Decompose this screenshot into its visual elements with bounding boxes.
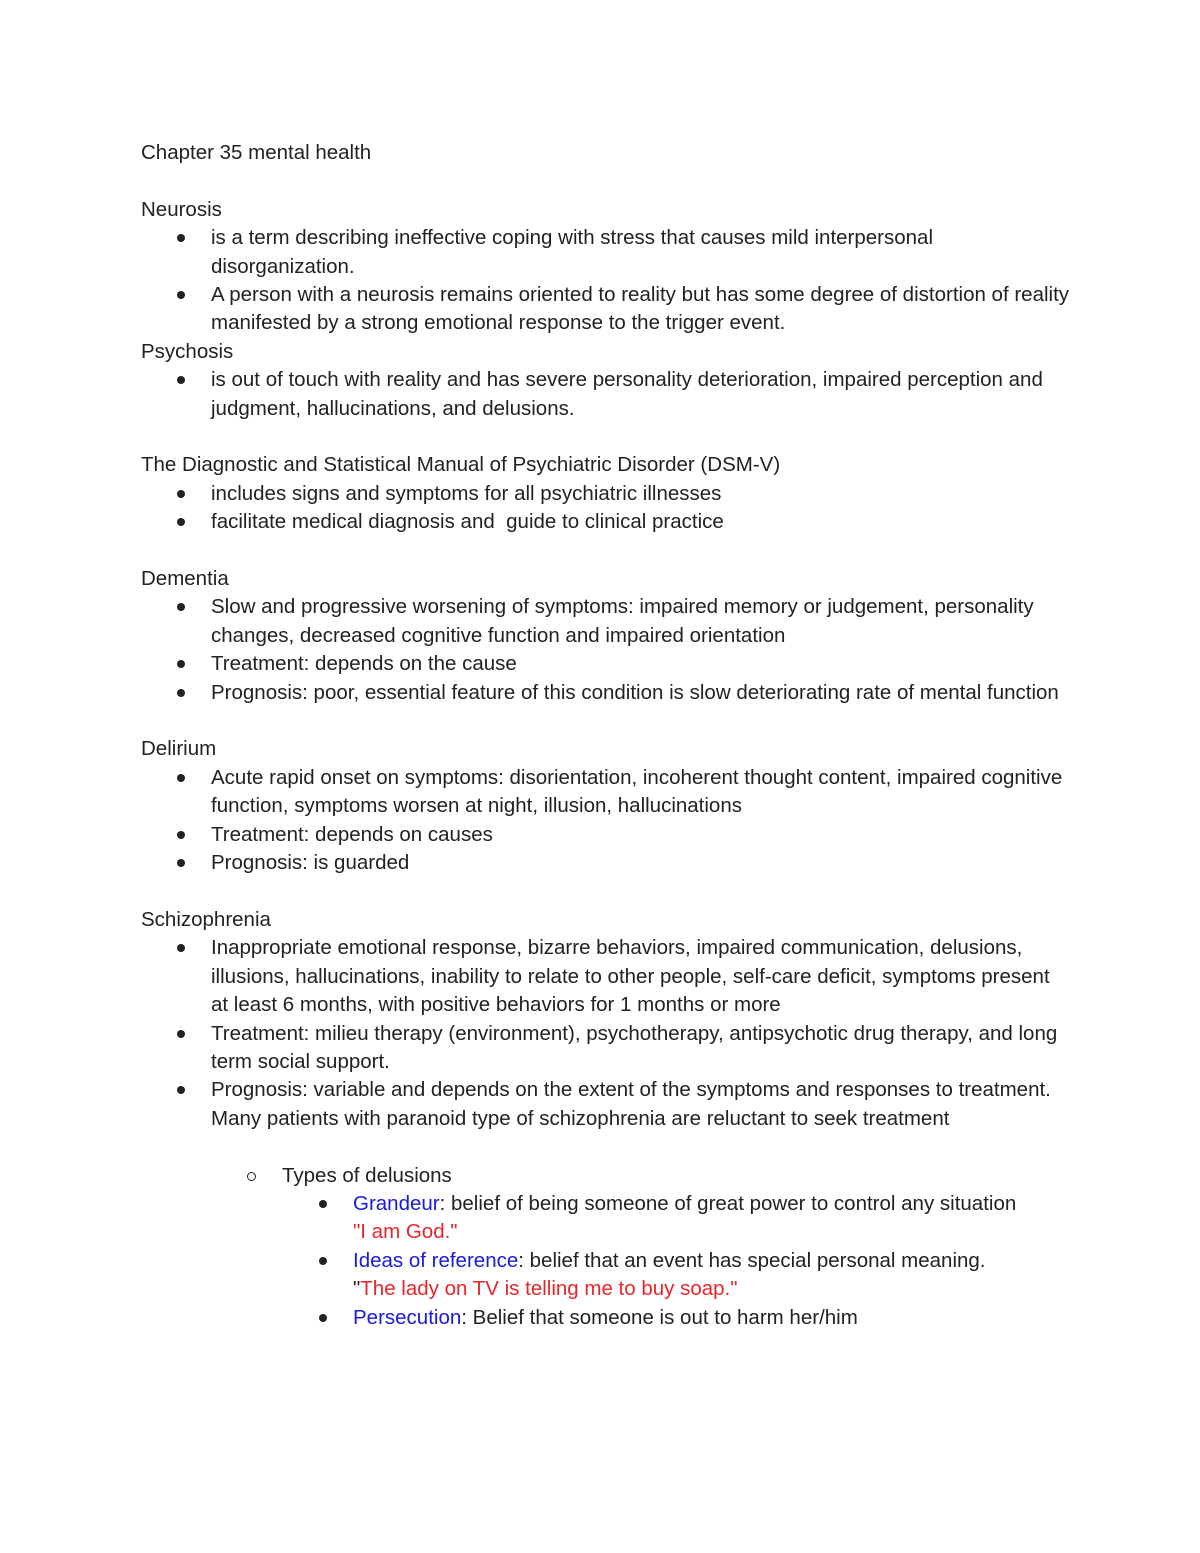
list-item-text: Treatment: milieu therapy (environment), psychotherapy, antipsychotic drug therapy, and long term social support. (211, 1021, 1058, 1073)
list-item (211, 849, 1071, 877)
delusion-quote: The lady on TV is telling me to buy soap." (360, 1277, 738, 1301)
spacer (141, 878, 1071, 906)
hollow-bullet-icon (247, 1172, 256, 1181)
bullet-icon (319, 1200, 327, 1208)
list-item-text: Treatment: depends on causes (211, 822, 493, 846)
bullet-icon (177, 1030, 185, 1038)
bullet-icon (177, 689, 185, 697)
list-item (211, 224, 1071, 281)
bullet-icon (177, 859, 185, 867)
list-item-text: Slow and progressive worsening of symptoms: impaired memory or judgement, personality changes, decreased cognitive function and impaired orientation (211, 595, 1034, 647)
bullet-icon (177, 1086, 185, 1094)
delusion-term: Grandeur (353, 1191, 440, 1215)
delusion-quote: "I am God." (353, 1220, 458, 1244)
quote-prefix: " (353, 1277, 361, 1301)
bullet-icon (177, 376, 185, 384)
list-item (211, 366, 1071, 423)
document-title: Chapter 35 mental health (141, 141, 372, 164)
delusion-definition: : belief of being someone of great power to control any situation (439, 1191, 1017, 1215)
delirium-list (141, 764, 1071, 878)
delusion-types-list (282, 1190, 1071, 1332)
list-item-text: is a term describing ineffective coping with stress that causes mild interpersonal disorganization. (211, 226, 934, 278)
list-item (211, 764, 1071, 821)
bullet-icon (177, 518, 185, 526)
list-item-text: Prognosis: poor, essential feature of this condition is slow deteriorating rate of mental function (211, 680, 1059, 704)
bullet-icon (177, 831, 185, 839)
spacer (141, 167, 1071, 195)
list-item (211, 821, 1071, 849)
delusion-type-item (353, 1247, 1071, 1304)
document-page (141, 139, 1071, 1332)
delusion-type-item (353, 1190, 1071, 1247)
section-heading-dsm: The Diagnostic and Statistical Manual of Psychiatric Disorder (DSM-V) (141, 453, 781, 477)
list-item-text: Prognosis: is guarded (211, 851, 410, 875)
list-item (211, 1020, 1071, 1077)
list-item-text: Prognosis: variable and depends on the extent of the symptoms and responses to treatment. Many patients with paranoid type of schizophrenia are reluctant to seek treatment (211, 1078, 1051, 1130)
list-item (211, 1076, 1071, 1133)
psychosis-list (141, 366, 1071, 423)
bullet-icon (177, 603, 185, 611)
bullet-icon (177, 291, 185, 299)
delusion-type-item (353, 1304, 1071, 1332)
list-item-text: Inappropriate emotional response, bizarre behaviors, impaired communication, delusions, illusions, hallucinations, inability to relate to other people, self-care deficit, symptoms present at least 6 months, with positive behaviors for 1 months or more (211, 936, 1050, 1017)
spacer (141, 423, 1071, 451)
bullet-icon (177, 660, 185, 668)
neurosis-list (141, 224, 1071, 338)
delusions-label: Types of delusions (282, 1163, 452, 1187)
section-heading-neurosis: Neurosis (141, 197, 222, 221)
section-heading-schizophrenia: Schizophrenia (141, 907, 271, 931)
spacer (141, 1133, 1071, 1161)
list-item (211, 480, 1071, 508)
list-item (211, 650, 1071, 678)
delusion-definition: : belief that an event has special personal meaning. (518, 1248, 986, 1272)
list-item-text: facilitate medical diagnosis and guide to clinical practice (211, 510, 724, 534)
bullet-icon (177, 234, 185, 242)
delusion-definition: : Belief that someone is out to harm her/him (461, 1305, 858, 1329)
list-item (211, 593, 1071, 650)
bullet-icon (319, 1257, 327, 1265)
list-item (211, 281, 1071, 338)
delusion-term: Persecution (353, 1305, 462, 1329)
bullet-icon (177, 490, 185, 498)
list-item (211, 508, 1071, 536)
spacer (141, 537, 1071, 565)
bullet-icon (177, 944, 185, 952)
list-item-text: A person with a neurosis remains oriented to reality but has some degree of distortion of reality manifested by a strong emotional response to the trigger event. (211, 283, 1070, 335)
delusion-term: Ideas of reference (353, 1248, 519, 1272)
delusions-sublist (141, 1162, 1071, 1332)
list-item-text: Acute rapid onset on symptoms: disorientation, incoherent thought content, impaired cognitive function, symptoms worsen at night, illusion, hallucinations (211, 765, 1063, 818)
list-item (211, 679, 1071, 707)
spacer (141, 707, 1071, 735)
dementia-list (141, 593, 1071, 707)
dsm-list (141, 480, 1071, 537)
bullet-icon (319, 1314, 327, 1322)
list-item-text: Treatment: depends on the cause (211, 652, 517, 676)
bullet-icon (177, 774, 185, 782)
list-item-text: includes signs and symptoms for all psychiatric illnesses (211, 481, 722, 505)
schizophrenia-list (141, 934, 1071, 1133)
section-heading-delirium: Delirium (141, 737, 217, 761)
list-item-text: is out of touch with reality and has severe personality deterioration, impaired perception and judgment, hallucinations, and delusions. (211, 368, 1043, 420)
section-heading-psychosis: Psychosis (141, 339, 234, 363)
sublist-item (282, 1162, 1071, 1332)
section-heading-dementia: Dementia (141, 567, 229, 591)
list-item (211, 934, 1071, 1019)
